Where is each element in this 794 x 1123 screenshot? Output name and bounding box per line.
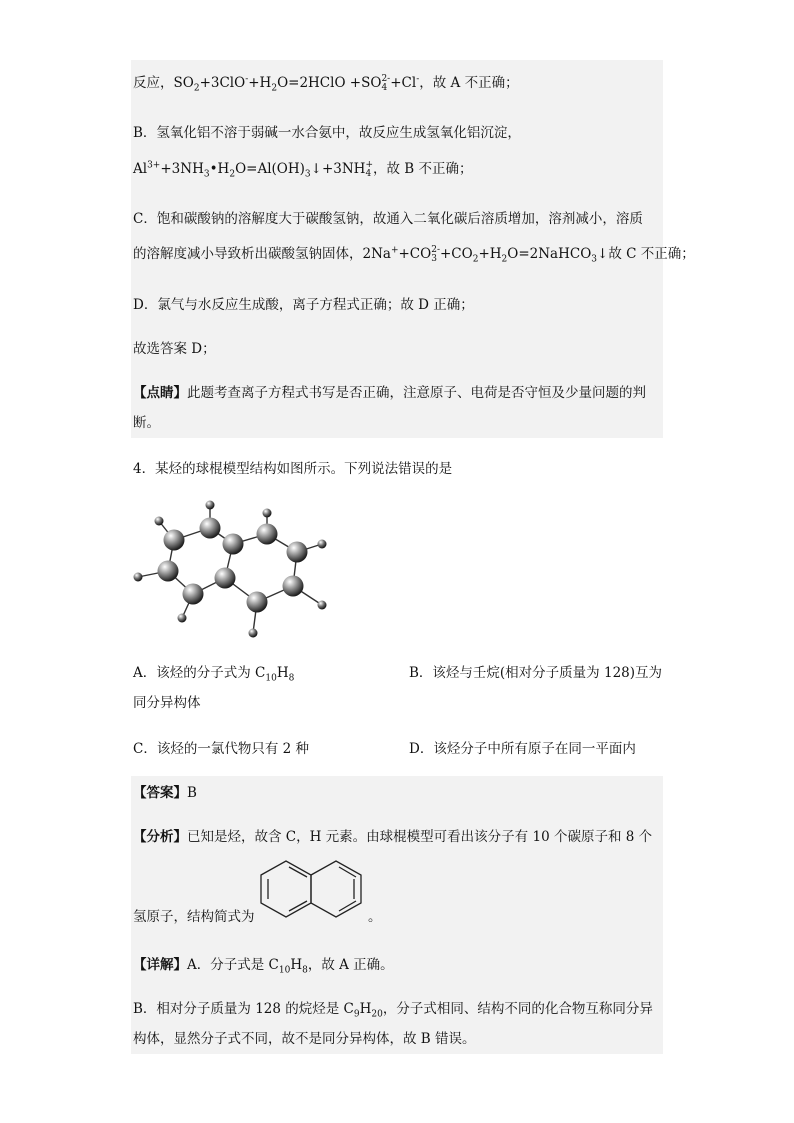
- tip-line-1: 【点睛】此题考查离子方程式书写是否正确，注意原子、电荷是否守恒及少量问题的判: [133, 385, 646, 401]
- option-b-continued: 同分异构体: [133, 695, 201, 711]
- analysis-line-2-end: 。: [368, 909, 382, 925]
- option-c: C．该烃的一氯代物只有 2 种: [133, 741, 310, 757]
- option-b: B．该烃与壬烷(相对分子质量为 128)互为: [409, 665, 663, 681]
- question-4-stem: 4．某烃的球棍模型结构如图所示。下列说法错误的是: [133, 461, 453, 477]
- option-c-explanation: C．饱和碳酸钠的溶解度大于碳酸氢钠，故通入二氧化碳后溶质增加，溶剂减小，溶质: [133, 211, 643, 227]
- tip-line-2: 断。: [133, 415, 160, 431]
- detail-b-2: 构体，显然分子式不同，故不是同分异构体，故 B 错误。: [133, 1031, 476, 1047]
- option-d: D．该烃分子中所有原子在同一平面内: [409, 741, 636, 757]
- ball-and-stick-model: [125, 500, 340, 645]
- naphthalene-structure: [258, 858, 370, 920]
- option-b-equation: $Al^{3+}+3NH_3•H_2O=Al(OH)_3↓+3NH$ + 4 ，故 B 不正确；: [133, 159, 473, 180]
- detail-a: 【详解】A．分子式是 $C_{10}H_8$，故 A 正确。: [133, 957, 394, 976]
- option-d-explanation: D．氯气与水反应生成酸，离子方程式正确；故 D 正确；: [133, 297, 474, 313]
- analysis-line-2: 氢原子，结构简式为: [133, 909, 255, 925]
- reaction-line-a: 反应，$SO_2+3ClO^-+H_2O=2HClO +SO$ 2- 4 +Cl-，故 A 不正确；: [133, 73, 519, 94]
- answer-line: 【答案】B: [133, 785, 197, 801]
- detail-b-1: B．相对分子质量为 128 的烷烃是 $C_9H_{20}$，分子式相同、结构不同的化合物互称同分异: [133, 1001, 653, 1020]
- option-c-equation: 的溶解度减小导致析出碳酸氢钠固体，2Na++CO 2- 3 $+CO_2+H_2O=2NaHCO_3↓$故 C 不正确；: [133, 244, 695, 265]
- option-b-explanation: B．氢氧化铝不溶于弱碱一水合氨中，故反应生成氢氧化铝沉淀，: [133, 125, 521, 141]
- option-a: A．该烃的分子式为 $C_{10}H_8$: [133, 665, 295, 684]
- analysis-line-1: 【分析】已知是烃，故含 C，H 元素。由球棍模型可看出该分子有 10 个碳原子和 8 个: [133, 829, 653, 845]
- final-answer: 故选答案 D；: [133, 341, 216, 357]
